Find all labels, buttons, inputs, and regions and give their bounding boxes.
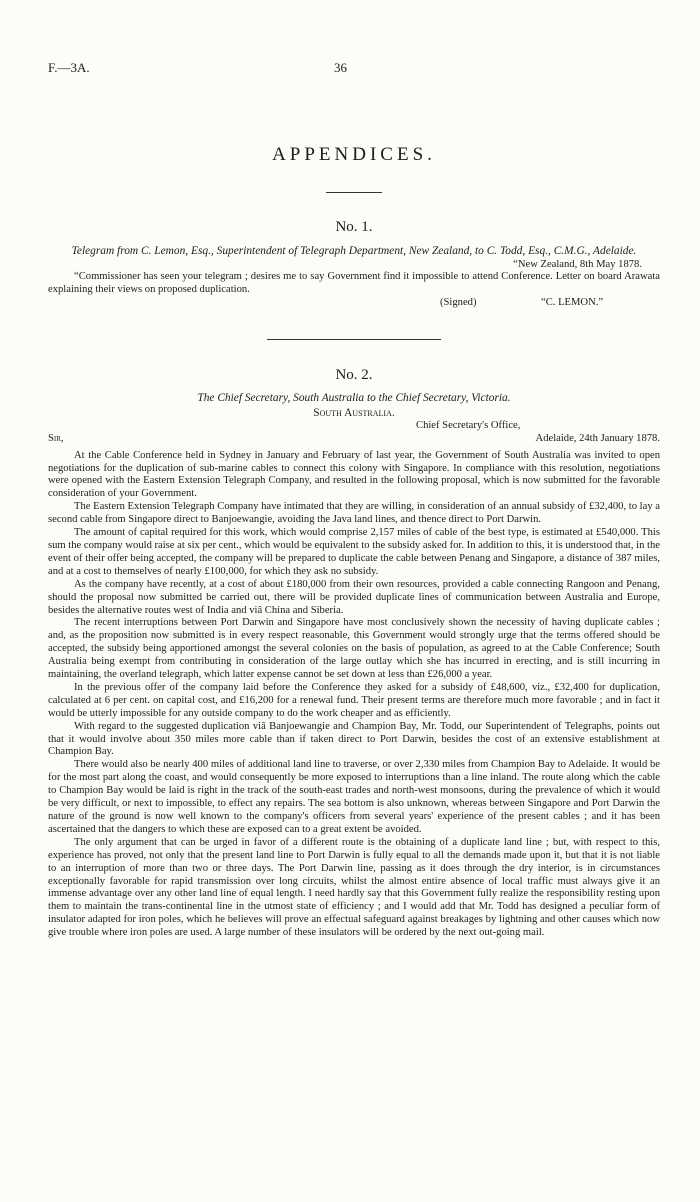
document-1-signature: [48, 297, 660, 311]
paragraph: There would also be nearly 400 miles of additional land line to traverse, or over 2,330 miles from Champion Bay to Adelaide. It would be for the most part along the coast, and would consequently be more exposed to interruptions than a line inland. The route along which the cable to Champion Bay would be laid is right in the track of the south-east trades and north-west monsoons, during the prevalence of which it would be very difficult, or next to impossible, to effect any repairs. The sea bottom is also unknown, whereas between Singapore and Port Darwin the nature of the ground is now well known to the company's officers from several years' experience of the present cables ; and it has been ascertained that the dangers to which these are exposed can to a great extent be avoided.: [48, 759, 660, 835]
paragraph: The recent interruptions between Port Darwin and Singapore have most conclusively shown the necessity of having duplicate cables ; and, as the proposition now submitted is in every respect reasonable, this Government would strongly urge that the terms offered should be accepted, the subsidy being apportioned amongst the several colonies on the basis of population, as agreed to at the Cable Conference; South Australia being exempt from contributing in consideration of the large outlay which she has incurred in erecting, and is still incurring in maintaining, the overland telegraph, which latter expense cannot be set down at less than £26,000 a year.: [48, 617, 660, 681]
paragraph: As the company have recently, at a cost of about £180,000 from their own resources, provided a cable connecting Rangoon and Penang, should the proposal now submitted be carried out, there will be provided duplicate lines of communication between Australia and Europe, besides the alternative routes west of India and viâ China and Siberia.: [48, 578, 660, 616]
page-title: APPENDICES.: [272, 144, 436, 165]
signed-label: (Signed): [440, 297, 477, 309]
section-divider: [267, 339, 441, 340]
page-header: [48, 62, 660, 82]
office-name: Chief Secretary's Office,: [416, 419, 521, 431]
paragraph: The Eastern Extension Telegraph Company have intimated that they are willing, in consideration of an annual subsidy of £32,400, to lay a second cable from Singapore direct to Banjoewangie, avoiding the Java land lines, and thence direct to Port Darwin.: [48, 501, 660, 526]
paragraph: With regard to the suggested duplication viâ Banjoewangie and Champion Bay, Mr. Todd, our Superintendent of Telegraphs, points out that it would involve about 350 miles more cable than if taken direct to Port Darwin, besides the cost of an extensive establishment at Champion Bay.: [48, 720, 660, 758]
paragraph: At the Cable Conference held in Sydney in January and February of last year, the Government of South Australia was invited to open negotiations for the duplication of sub-marine cables to connect this colony with Singapore. In compliance with this resolution, negotiations were opened with the Eastern Extension Telegraph Company, and resulted in the following proposal, which is now submitted for the favorable consideration of your Government.: [48, 449, 660, 500]
appendix-no-2: [48, 366, 660, 940]
document-1-dateline: “New Zealand, 8th May 1878.: [513, 258, 642, 270]
document-2-subject: The Chief Secretary, South Australia to the Chief Secretary, Victoria.: [197, 392, 511, 405]
salutation: Sir,: [48, 432, 64, 444]
appendix-no-1: [48, 218, 660, 311]
document-1-body: “Commissioner has seen your telegram ; desires me to say Government find it impossible to attend Conference. Letter on board Arawata explaining their views on proposed duplication.: [48, 271, 660, 296]
paragraph: The only argument that can be urged in favor of a different route is the obtaining of a duplicate land line ; but, with respect to this, experience has proved, not only that the present land line to Port Darwin is fully equal to all the demands made upon it, but that it is not liable to an interruption of more than two or three days. The Port Darwin line, passing as it does through the dry interior, is in circumstances exceptionally favorable for rapid transmission over long circuits, whilst the almost entire absence of local traffic must always give it an immense advantage over any other land line of equal length. I need hardly say that this Government fully realize the responsibility resting upon them to maintain the trans-continental line in the utmost state of efficiency ; and I would add that Mr. Todd has designed a peculiar form of insulator adapted for iron poles, which he believes will prove an effectual safeguard against breakages by lightning and other causes which now give trouble where iron poles are used. A large number of these insulators will be ordered by the next out-going mail.: [48, 836, 660, 939]
title-divider: [326, 192, 382, 193]
document-number-1: No. 1.: [335, 219, 373, 235]
document-1-subject: Telegram from C. Lemon, Esq., Superintendent of Telegraph Department, New Zealand, to C. Todd, Esq., C.M.G., Adelaide.: [71, 245, 637, 257]
paragraph: In the previous offer of the company laid before the Conference they asked for a subsidy of £48,600, viz., £32,400 for duplication, calculated at 6 per cent. on capital cost, and £16,200 for a renewal fund. Their present terms are therefore much more favorable ; and in fact it would be utterly impossible for any outside company to do the work cheaper and as efficiently.: [48, 681, 660, 719]
document-reference: F.—3A.: [48, 60, 90, 75]
paragraph: The amount of capital required for this work, which would comprise 2,157 miles of cable of the best type, is estimated at £540,000. This sum the company would raise at six per cent., which would be equivalent to the subsidy asked for. In addition to this, it is understood that, in the event of their offer being accepted, the company will be prepared to duplicate the cable between Penang and Singapore, a distance of 387 miles, and at a cost to themselves of nearly £100,000, for which they ask no subsidy.: [48, 527, 660, 577]
letter-date: Adelaide, 24th January 1878.: [535, 432, 660, 444]
letter-body: [48, 450, 660, 940]
page-number: 36: [334, 60, 347, 75]
signatory-name: “C. LEMON.”: [541, 297, 604, 309]
document-2-address: [48, 420, 660, 446]
document-number-2: No. 2.: [335, 367, 373, 384]
document-2-origin: South Australia.: [313, 406, 395, 419]
